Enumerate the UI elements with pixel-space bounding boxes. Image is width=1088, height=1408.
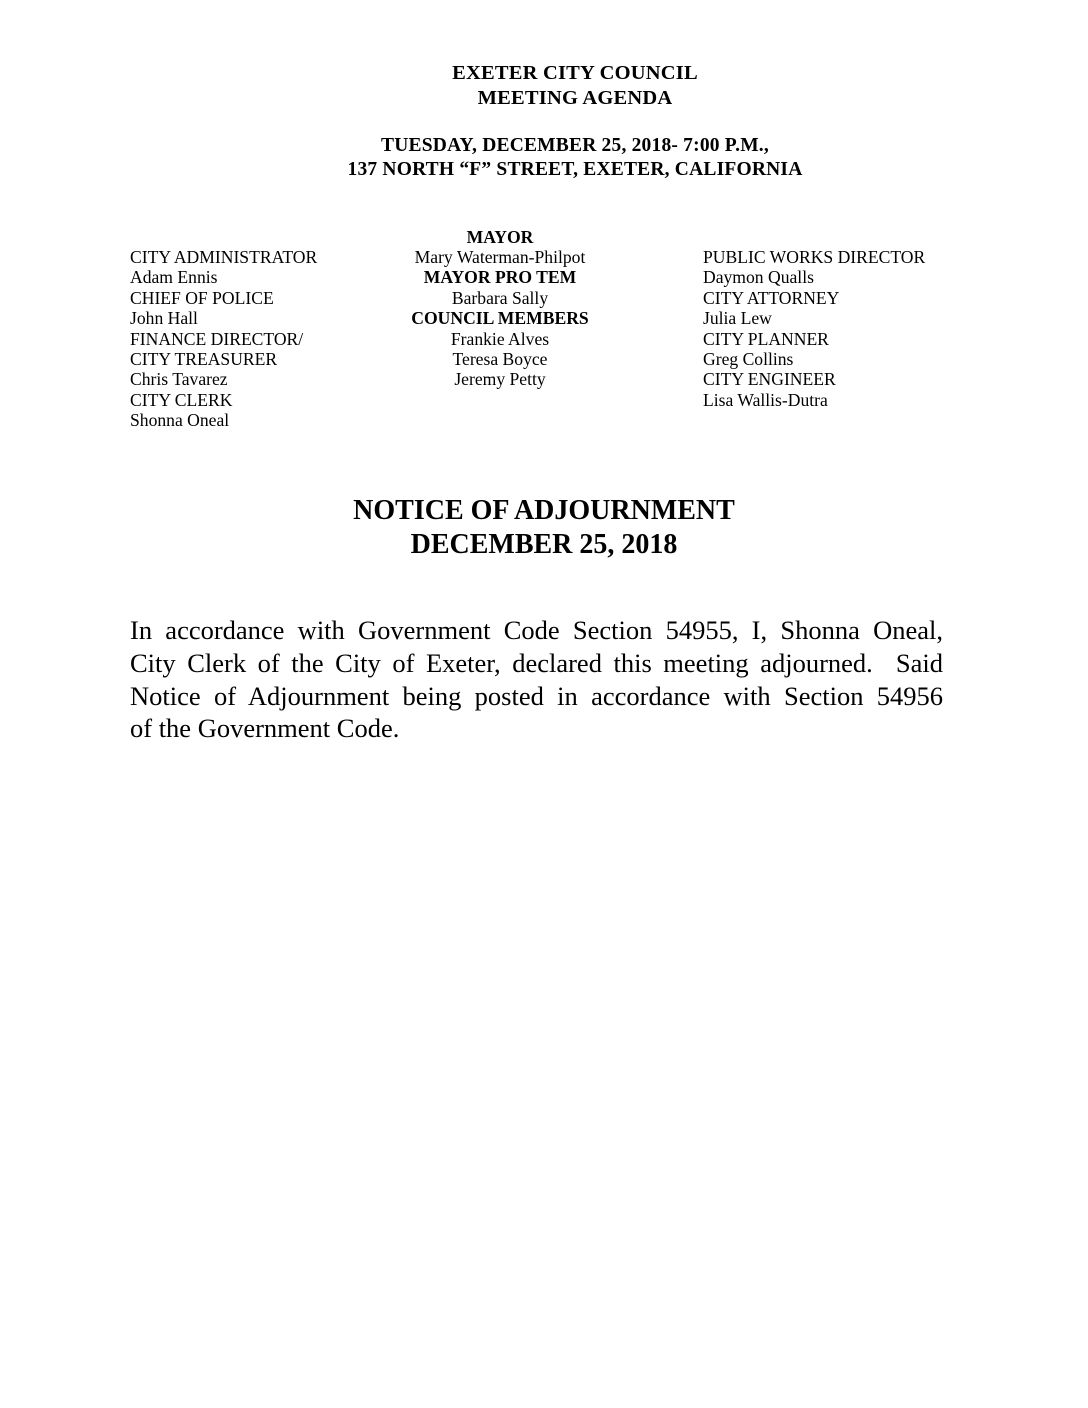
official-name: Frankie Alves: [450, 328, 550, 349]
officials-right-column: [703, 247, 1003, 410]
notice-body-line: City Clerk of the City of Exeter, declared this meeting adjourned. Said: [130, 647, 943, 678]
officials-center-column: [340, 227, 660, 390]
meeting-location-line: 137 NORTH “F” STREET, EXETER, CALIFORNIA: [347, 158, 803, 180]
official-role-label: CITY TREASURER: [130, 349, 278, 370]
notice-heading-line: NOTICE OF ADJOURNMENT: [353, 495, 735, 526]
official-role-label: CITY PLANNER: [703, 328, 829, 349]
meeting-date-line: TUESDAY, DECEMBER 25, 2018- 7:00 P.M.,: [381, 135, 769, 156]
official-name: Chris Tavarez: [130, 369, 228, 390]
official-name: Shonna Oneal: [130, 410, 230, 431]
notice-body: [130, 614, 943, 745]
official-name: Barbara Sally: [451, 287, 549, 308]
header-title-line: MEETING AGENDA: [477, 87, 673, 109]
header-title-line: EXETER CITY COUNCIL: [452, 62, 698, 84]
official-role-label: CHIEF OF POLICE: [130, 287, 274, 308]
official-role-label: COUNCIL MEMBERS: [411, 308, 589, 329]
official-role-label: MAYOR PRO TEM: [423, 267, 577, 288]
official-role-label: PUBLIC WORKS DIRECTOR: [703, 247, 926, 267]
official-name: Adam Ennis: [130, 267, 218, 288]
official-name: Teresa Boyce: [452, 348, 548, 369]
official-name: John Hall: [130, 308, 198, 329]
notice-heading: [0, 494, 1088, 562]
official-name: Daymon Qualls: [703, 267, 814, 288]
official-role-label: FINANCE DIRECTOR/: [130, 328, 304, 349]
official-name: Jeremy Petty: [454, 369, 546, 390]
notice-body-line: of the Government Code.: [130, 713, 400, 744]
notice-heading-line: DECEMBER 25, 2018: [410, 529, 678, 560]
official-role-label: CITY CLERK: [130, 389, 233, 410]
official-role-label: CITY ATTORNEY: [703, 287, 840, 308]
official-name: Lisa Wallis-Dutra: [703, 389, 828, 410]
document-header-title: [62, 61, 1088, 111]
official-role-label: CITY ADMINISTRATOR: [130, 247, 318, 267]
notice-body-line: In accordance with Government Code Section 54955, I, Shonna Oneal,: [130, 615, 943, 645]
official-name: Julia Lew: [703, 308, 772, 329]
official-role-label: MAYOR: [466, 226, 534, 247]
official-role-label: CITY ENGINEER: [703, 369, 836, 390]
notice-body-line: Notice of Adjournment being posted in accordance with Section 54956: [130, 680, 943, 711]
official-name: Mary Waterman-Philpot: [414, 246, 586, 267]
document-header-date: [62, 134, 1088, 181]
official-name: Greg Collins: [703, 349, 794, 370]
